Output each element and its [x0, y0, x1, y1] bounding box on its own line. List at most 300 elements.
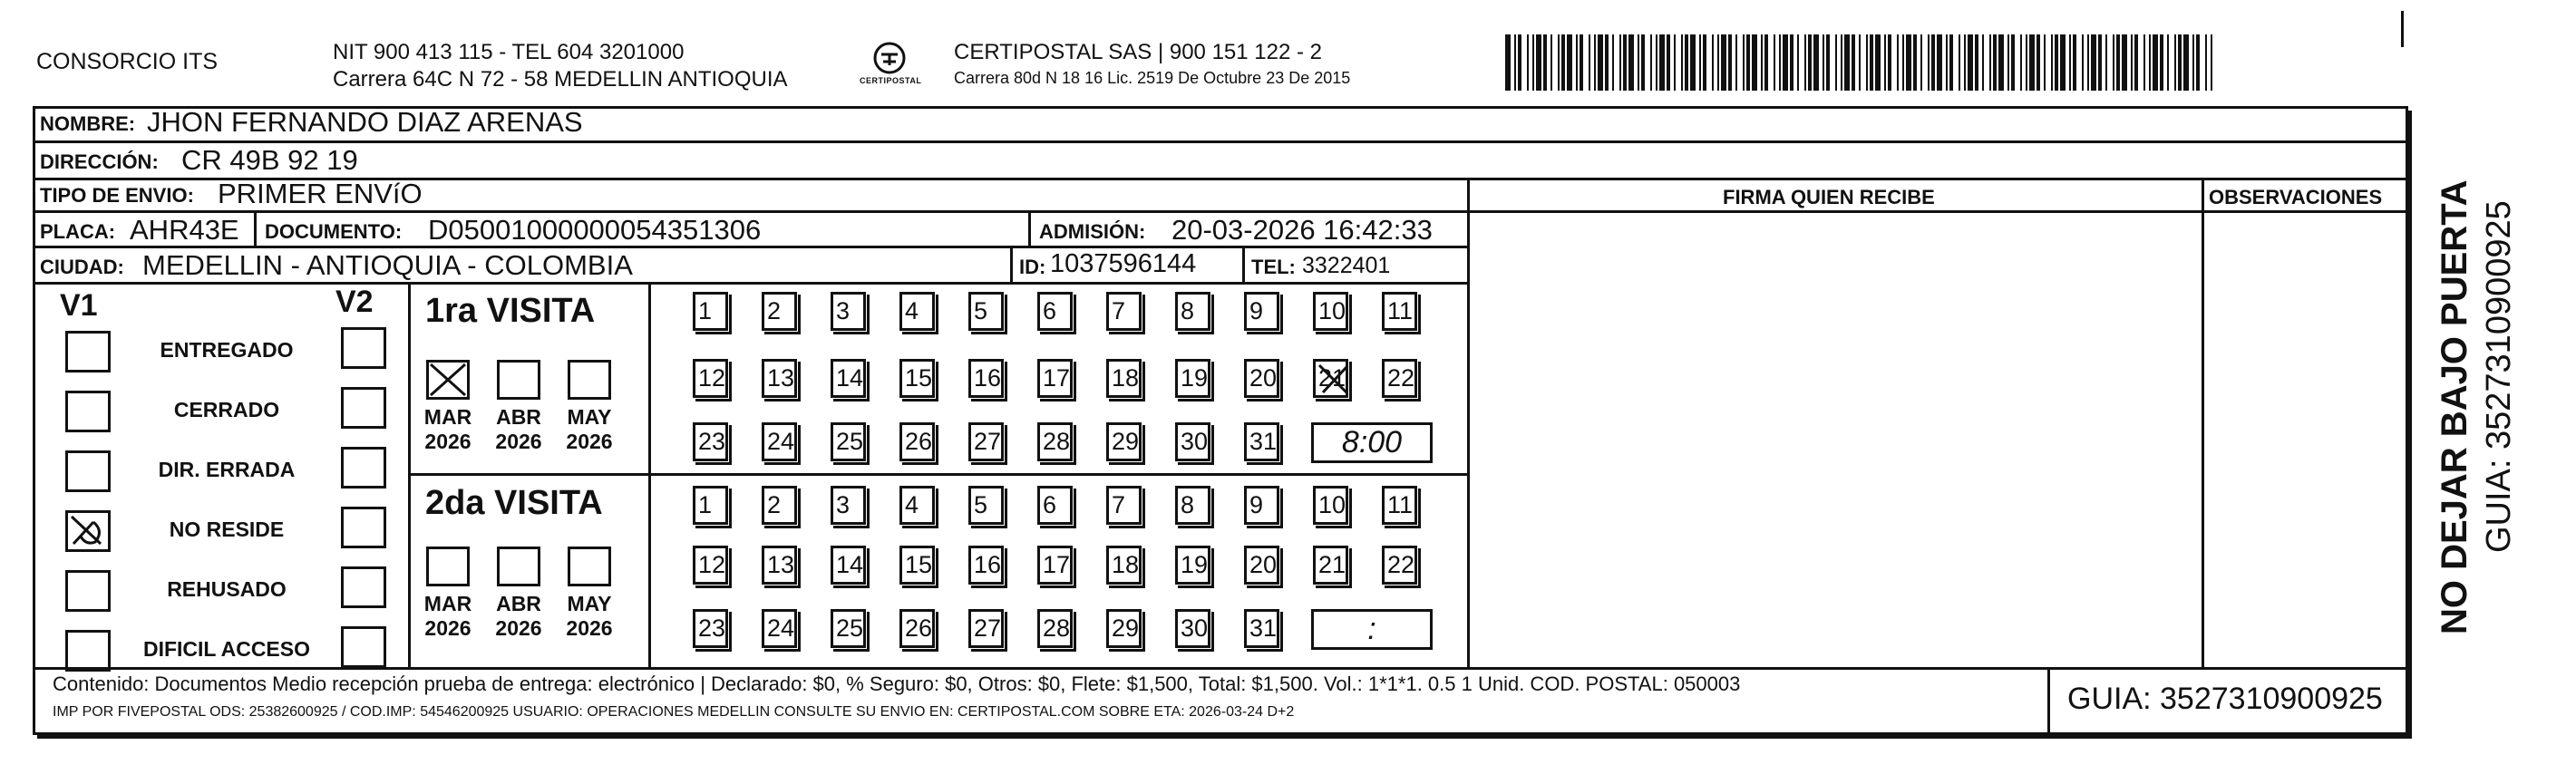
barcode-bar	[1866, 34, 1868, 91]
day-box[interactable]	[1037, 486, 1073, 525]
day-number: 8	[1181, 491, 1195, 518]
barcode-bar	[2007, 34, 2009, 91]
barcode-bar	[1937, 34, 1942, 91]
barcode-bar	[2055, 34, 2058, 91]
barcode-bar	[1594, 34, 1596, 91]
day-number: 11	[1387, 491, 1414, 518]
day-box[interactable]	[831, 546, 866, 585]
barcode-bar	[1550, 34, 1552, 91]
day-number: 31	[1249, 614, 1278, 642]
barcode-bar	[1835, 34, 1837, 91]
day-number: 21	[1318, 551, 1346, 578]
direccion-value: CR 49B 92 19	[181, 144, 358, 176]
barcode-bar	[1667, 34, 1670, 91]
day-box[interactable]	[693, 359, 728, 398]
barcode-bar	[1685, 34, 1688, 91]
admision-label: ADMISIÓN:	[1039, 220, 1146, 243]
month-year: 2026	[566, 616, 613, 640]
barcode-bar	[1841, 34, 1842, 91]
side-guia: GUIA: 3527310900925	[2480, 200, 2518, 553]
day-box[interactable]	[762, 609, 797, 648]
day-box[interactable]	[1244, 422, 1279, 461]
day-number: 27	[974, 614, 1002, 642]
barcode-bar	[1993, 34, 1997, 91]
day-box[interactable]	[1175, 609, 1210, 648]
month-name: MAY	[567, 592, 612, 615]
barcode-bar	[1813, 34, 1819, 91]
day-box[interactable]	[1037, 422, 1073, 461]
barcode-bar	[1717, 34, 1719, 91]
placa-divider	[254, 210, 257, 247]
barcode-bar	[1804, 34, 1806, 91]
barcode-bar	[1959, 34, 1960, 91]
tipo-envio-label: TIPO DE ENVIO:	[40, 184, 194, 207]
day-box[interactable]	[1037, 609, 1073, 648]
month-label	[557, 592, 622, 641]
month-label	[486, 405, 551, 454]
barcode-bar	[1790, 34, 1793, 91]
barcode-bar	[1619, 34, 1621, 91]
barcode-bar	[1674, 34, 1676, 91]
barcode-bar	[1712, 34, 1714, 91]
day-number: 25	[836, 614, 864, 642]
barcode-bar	[2082, 34, 2084, 91]
barcode-bar	[1527, 34, 1529, 91]
barcode-bar	[1783, 34, 1788, 91]
day-box[interactable]	[899, 609, 935, 648]
time-box[interactable]: 8:00	[1311, 422, 1433, 463]
day-box[interactable]	[1313, 359, 1348, 398]
month-label	[486, 592, 551, 641]
barcode-bar	[2143, 34, 2145, 91]
v1-checkbox[interactable]	[65, 331, 111, 372]
day-box[interactable]	[1106, 609, 1142, 648]
barcode-bar	[1808, 34, 1812, 91]
barcode-bar	[1576, 34, 1578, 91]
barcode-bar	[2029, 34, 2035, 91]
v1-checkbox[interactable]	[65, 391, 111, 432]
month-name: MAR	[423, 405, 472, 429]
day-number: 5	[974, 297, 988, 324]
barcode-bar	[1699, 34, 1701, 91]
barcode-bar	[1989, 34, 1991, 91]
barcode-bar	[2087, 34, 2089, 91]
time-box[interactable]: :	[1311, 609, 1433, 650]
day-box[interactable]	[1244, 486, 1279, 525]
barcode	[1505, 34, 2221, 91]
day-number: 6	[1043, 297, 1057, 324]
month-label	[415, 405, 481, 454]
month-year: 2026	[424, 430, 471, 453]
barcode-bar	[1561, 34, 1565, 91]
day-box[interactable]	[1175, 292, 1210, 331]
barcode-bar	[2069, 34, 2071, 91]
barcode-bar	[1931, 34, 1935, 91]
carrier-name: CERTIPOSTAL SAS | 900 151 122 - 2	[954, 40, 1322, 64]
day-box[interactable]	[762, 359, 797, 398]
barcode-bar	[2160, 34, 2163, 91]
day-number: 14	[836, 364, 864, 392]
barcode-bar	[1589, 34, 1590, 91]
day-number: 9	[1249, 491, 1264, 518]
day-box[interactable]	[1244, 292, 1279, 331]
status-option-label: CERRADO	[173, 398, 280, 421]
day-number: 28	[1043, 614, 1071, 642]
day-box[interactable]	[1106, 292, 1142, 331]
barcode-bar	[1913, 34, 1917, 91]
barcode-bar	[1852, 34, 1855, 91]
month-name: MAR	[423, 592, 472, 615]
day-box[interactable]	[693, 292, 728, 331]
barcode-bar	[1743, 34, 1745, 91]
visit2-title: 2da VISITA	[425, 484, 603, 522]
barcode-bar	[1543, 34, 1547, 91]
month-name: ABR	[496, 592, 541, 615]
day-box[interactable]	[1037, 546, 1073, 585]
company-name: CONSORCIO ITS	[36, 49, 219, 74]
month-checkbox[interactable]	[426, 360, 470, 400]
barcode-bar	[1823, 34, 1824, 91]
v1-checkbox[interactable]	[65, 570, 111, 612]
barcode-bar	[2113, 34, 2114, 91]
barcode-bar	[2174, 34, 2176, 91]
month-checkbox[interactable]	[497, 547, 540, 586]
barcode-bar	[1656, 34, 1657, 91]
barcode-bar	[1612, 34, 1614, 91]
v2-checkbox[interactable]	[341, 327, 386, 369]
barcode-bar	[2060, 34, 2066, 91]
day-box[interactable]	[1175, 546, 1210, 585]
day-box[interactable]	[1244, 546, 1279, 585]
day-box[interactable]	[1106, 486, 1142, 525]
month-checkbox[interactable]	[426, 547, 470, 586]
imp-text: IMP POR FIVEPOSTAL ODS: 25382600925 / COD.IMP: 54546200925 USUARIO: OPERACIONES MEDELLIN CONSULTE SU ENVIO EN: CERTIPOSTAL.COM SOBRE ETA: 2026-03-24 D+2	[53, 704, 1295, 720]
day-mark	[1316, 362, 1352, 398]
day-number: 20	[1249, 364, 1278, 392]
barcode-bar	[2073, 34, 2076, 91]
barcode-bar	[1567, 34, 1572, 91]
day-box[interactable]	[1313, 486, 1348, 525]
day-number: 8	[1181, 297, 1195, 324]
day-box[interactable]	[762, 292, 797, 331]
company-nit: NIT 900 413 115 - TEL 604 3201000	[333, 40, 685, 64]
placa-label: PLACA:	[40, 220, 116, 243]
barcode-bar	[1703, 34, 1706, 91]
day-box[interactable]	[899, 422, 935, 461]
day-box[interactable]	[968, 486, 1004, 525]
barcode-bar	[2044, 34, 2046, 91]
barcode-bar	[1975, 34, 1978, 91]
v2-checkbox[interactable]	[341, 566, 386, 608]
month-year: 2026	[495, 430, 542, 453]
barcode-bar	[1721, 34, 1726, 91]
day-box[interactable]	[1313, 292, 1348, 331]
certipostal-logo	[860, 38, 922, 92]
barcode-bar	[1532, 34, 1534, 91]
barcode-bar	[1536, 34, 1541, 91]
day-box[interactable]	[762, 486, 797, 525]
day-number: 2	[767, 491, 782, 518]
month-name: ABR	[496, 405, 541, 429]
barcode-bar	[1897, 34, 1899, 91]
barcode-bar	[2183, 34, 2189, 91]
tel-value: 3322401	[1302, 253, 1391, 278]
barcode-bar	[2178, 34, 2182, 91]
day-number: 26	[905, 614, 933, 642]
status-option-label: DIFICIL ACCESO	[142, 637, 310, 661]
day-box[interactable]	[1313, 546, 1348, 585]
id-value: 1037596144	[1050, 249, 1197, 278]
day-box[interactable]	[831, 422, 866, 461]
day-box[interactable]	[968, 422, 1004, 461]
day-number: 12	[698, 364, 726, 392]
day-number: 24	[767, 614, 795, 642]
day-number: 22	[1387, 551, 1415, 578]
day-box[interactable]	[899, 292, 935, 331]
day-number: 22	[1387, 364, 1415, 392]
day-number: 10	[1318, 491, 1346, 518]
day-box[interactable]	[968, 546, 1004, 585]
day-number: 18	[1112, 551, 1140, 578]
barcode-bar	[1779, 34, 1781, 91]
day-box[interactable]	[1175, 422, 1210, 461]
v2-label: V2	[335, 285, 374, 319]
day-number: 16	[974, 364, 1002, 392]
barcode-bar	[1968, 34, 1973, 91]
barcode-bar	[1728, 34, 1732, 91]
contenido-text: Contenido: Documentos Medio recepción prueba de entrega: electrónico | Declarado: $0, % Seguro: $0, Otros: $0, Flete: $1,500, Total: $1,500. Vol.: 1*1*1. 0.5 1 Unid. COD. POSTAL: 050003	[53, 672, 1741, 695]
v1-checkbox[interactable]	[65, 510, 111, 552]
edge-mark	[2401, 11, 2404, 47]
day-box[interactable]	[693, 422, 728, 461]
observaciones-header: OBSERVACIONES	[2209, 186, 2383, 208]
barcode-bar	[2134, 34, 2138, 91]
company-address: Carrera 64C N 72 - 58 MEDELLIN ANTIOQUIA	[333, 67, 788, 92]
day-box[interactable]	[762, 422, 797, 461]
month-label	[415, 592, 481, 641]
barcode-bar	[1598, 34, 1603, 91]
v2-checkbox[interactable]	[341, 447, 386, 489]
month-year: 2026	[566, 430, 613, 453]
barcode-bar	[1628, 34, 1634, 91]
footer-top-line	[33, 667, 2408, 670]
row-line-1	[33, 140, 2408, 143]
day-box[interactable]	[693, 609, 728, 648]
day-number: 17	[1043, 364, 1071, 392]
barcode-bar	[1797, 34, 1799, 91]
carrier-address: Carrera 80d N 18 16 Lic. 2519 De Octubre 23 De 2015	[954, 69, 1351, 87]
day-box[interactable]	[831, 609, 866, 648]
day-number: 11	[1387, 297, 1414, 324]
month-year: 2026	[495, 616, 542, 640]
barcode-bar	[2098, 34, 2102, 91]
barcode-bar	[1888, 34, 1891, 91]
day-number: 9	[1249, 297, 1264, 324]
day-number: 24	[767, 428, 795, 455]
day-box[interactable]	[831, 292, 866, 331]
day-box[interactable]	[762, 546, 797, 585]
day-number: 23	[698, 614, 726, 642]
tel-label: TEL:	[1251, 256, 1296, 278]
day-box[interactable]	[1382, 292, 1417, 331]
day-number: 28	[1043, 428, 1071, 455]
day-box[interactable]	[1382, 486, 1417, 525]
barcode-bar	[1746, 34, 1750, 91]
day-box[interactable]	[1175, 486, 1210, 525]
barcode-bar	[1920, 34, 1922, 91]
day-number: 7	[1112, 491, 1126, 518]
day-number: 3	[836, 297, 851, 324]
day-box[interactable]	[831, 486, 866, 525]
guia-box-divider	[2047, 667, 2050, 735]
barcode-bar	[2149, 34, 2151, 91]
day-number: 13	[767, 551, 795, 578]
barcode-bar	[2020, 34, 2022, 91]
barcode-bar	[1875, 34, 1881, 91]
barcode-bar	[1514, 34, 1516, 91]
day-number: 29	[1112, 428, 1140, 455]
frame-shadow-bottom	[37, 735, 2412, 739]
barcode-bar	[1681, 34, 1683, 91]
day-number: 14	[836, 551, 864, 578]
day-number: 16	[974, 551, 1002, 578]
day-box[interactable]	[693, 546, 728, 585]
barcode-bar	[2192, 34, 2194, 91]
day-box[interactable]	[1244, 609, 1279, 648]
day-number: 2	[767, 297, 782, 324]
admision-divider	[1028, 210, 1031, 247]
firma-header: FIRMA QUIEN RECIBE	[1723, 186, 1935, 208]
status-option-label: ENTREGADO	[160, 338, 294, 362]
barcode-bar	[2026, 34, 2027, 91]
day-number: 31	[1249, 428, 1278, 455]
barcode-bar	[2131, 34, 2133, 91]
barcode-bar	[1623, 34, 1627, 91]
day-number: 30	[1181, 428, 1209, 455]
barcode-bar	[1774, 34, 1775, 91]
day-number: 1	[698, 491, 713, 518]
v2-checkbox[interactable]	[341, 626, 386, 668]
firma-column-left	[1467, 178, 1470, 667]
day-box[interactable]	[1175, 359, 1210, 398]
ciudad-label: CIUDAD:	[40, 256, 124, 278]
month-year: 2026	[424, 616, 471, 640]
day-number: 12	[698, 551, 726, 578]
day-box[interactable]	[968, 609, 1004, 648]
status-option-label: NO RESIDE	[169, 518, 285, 541]
v1-label: V1	[60, 288, 98, 323]
barcode-bar	[2051, 34, 2053, 91]
day-box[interactable]	[899, 359, 935, 398]
day-number: 21	[1318, 364, 1346, 392]
barcode-bar	[2205, 34, 2207, 91]
tipo-envio-value: PRIMER ENVíO	[218, 178, 423, 209]
barcode-bar	[2116, 34, 2120, 91]
day-box[interactable]	[1037, 359, 1073, 398]
day-box[interactable]	[693, 486, 728, 525]
day-box[interactable]	[968, 292, 1004, 331]
month-checkbox[interactable]	[568, 360, 611, 400]
month-checkbox[interactable]	[568, 547, 611, 586]
day-number: 18	[1112, 364, 1140, 392]
day-box[interactable]	[1382, 546, 1417, 585]
barcode-bar	[2036, 34, 2040, 91]
obs-column-left	[2202, 178, 2204, 667]
side-warning: NO DEJAR BAJO PUERTA	[2435, 179, 2474, 634]
day-number: 15	[905, 364, 933, 392]
day-box[interactable]	[1106, 359, 1142, 398]
day-box[interactable]	[831, 359, 866, 398]
barcode-bar	[1735, 34, 1737, 91]
barcode-bar	[1982, 34, 1984, 91]
day-number: 23	[698, 428, 726, 455]
day-number: 10	[1318, 297, 1346, 324]
day-number: 29	[1112, 614, 1140, 642]
status-option-label: REHUSADO	[167, 577, 287, 601]
day-box[interactable]	[899, 546, 935, 585]
barcode-bar	[2105, 34, 2107, 91]
barcode-bar	[2211, 34, 2212, 91]
logo-text: CERTIPOSTAL	[860, 76, 922, 85]
barcode-bar	[1949, 34, 1953, 91]
v1-checkbox[interactable]	[65, 450, 111, 492]
day-number: 19	[1181, 551, 1209, 578]
day-box[interactable]	[1106, 546, 1142, 585]
day-box[interactable]	[968, 359, 1004, 398]
barcode-bar	[2122, 34, 2127, 91]
barcode-bar	[1906, 34, 1911, 91]
barcode-bar	[2091, 34, 2096, 91]
barcode-bar	[1505, 34, 1511, 91]
v2-checkbox[interactable]	[341, 387, 386, 429]
day-box[interactable]	[1037, 292, 1073, 331]
barcode-bar	[1928, 34, 1930, 91]
day-number: 25	[836, 428, 864, 455]
footer-guia: GUIA: 3527310900925	[2067, 682, 2383, 716]
day-number: 13	[767, 364, 795, 392]
month-label	[557, 405, 622, 454]
barcode-bar	[1605, 34, 1609, 91]
barcode-bar	[1764, 34, 1768, 91]
visit-row-divider	[408, 473, 1467, 476]
day-box[interactable]	[1244, 359, 1279, 398]
day-number: 6	[1043, 491, 1057, 518]
barcode-bar	[1884, 34, 1886, 91]
day-number: 1	[698, 297, 713, 324]
day-number: 7	[1112, 297, 1126, 324]
barcode-bar	[1844, 34, 1850, 91]
day-number: 15	[905, 551, 933, 578]
day-number: 26	[905, 428, 933, 455]
documento-value: D05001000000054351306	[428, 214, 762, 246]
barcode-bar	[1859, 34, 1861, 91]
barcode-bar	[1641, 34, 1645, 91]
v2-checkbox[interactable]	[341, 507, 386, 548]
month-days-divider	[648, 282, 651, 667]
documento-label: DOCUMENTO:	[265, 220, 403, 243]
day-number: 19	[1181, 364, 1209, 392]
v1-checkbox[interactable]	[65, 630, 111, 672]
barcode-bar	[1870, 34, 1873, 91]
barcode-bar	[1761, 34, 1763, 91]
row-line-5	[33, 282, 1470, 285]
day-number: 30	[1181, 614, 1209, 642]
frame-shadow-right	[2408, 111, 2412, 738]
day-box[interactable]	[1106, 422, 1142, 461]
day-box[interactable]	[899, 486, 935, 525]
month-checkbox[interactable]	[497, 360, 540, 400]
day-box[interactable]	[1382, 359, 1417, 398]
